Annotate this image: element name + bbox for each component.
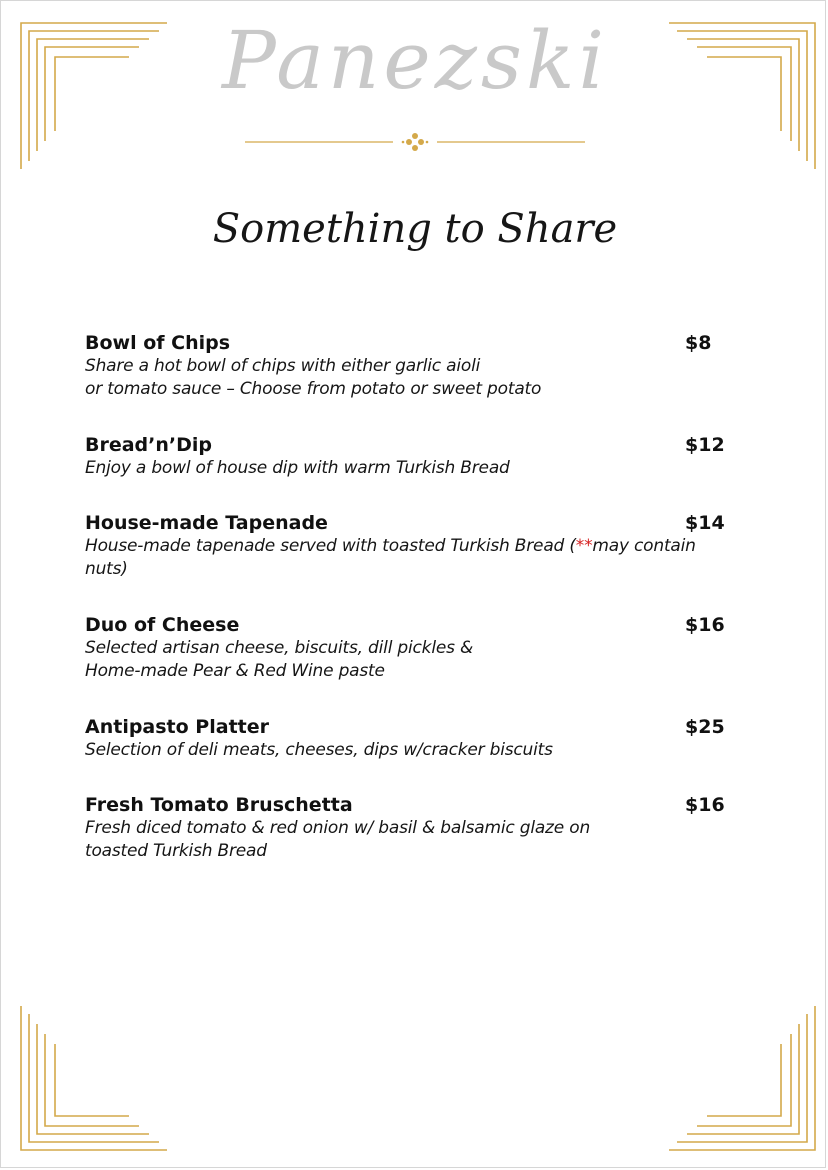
- item-description: [85, 355, 715, 401]
- item-name: Duo of Cheese: [85, 614, 240, 636]
- menu-item-fresh-tomato-bruschetta: [85, 793, 735, 863]
- item-description-line: Fresh diced tomato & red onion w/ basil & balsamic glaze on: [85, 818, 591, 838]
- item-description-line: toasted Turkish Bread: [85, 841, 267, 861]
- item-description: [85, 637, 715, 683]
- brand-logo-text: Panezski: [221, 14, 609, 107]
- allergen-note: may contain nuts): [85, 536, 696, 579]
- item-description: [85, 739, 715, 762]
- corner-ornament-bottom-left-icon: [19, 1004, 169, 1154]
- menu-item-bread-n-dip: [85, 433, 735, 480]
- item-description: [85, 535, 705, 581]
- brand-divider-ornament-icon: [245, 132, 585, 152]
- allergen-asterisks: **: [575, 536, 593, 556]
- item-name: Antipasto Platter: [85, 716, 269, 738]
- item-description-line: Selected artisan cheese, biscuits, dill pickles &: [85, 638, 474, 658]
- corner-ornament-bottom-right-icon: [667, 1004, 817, 1154]
- item-description-line: Share a hot bowl of chips with either garlic aioli: [85, 356, 481, 376]
- item-name: House-made Tapenade: [85, 512, 328, 534]
- menu-item-antipasto-platter: [85, 715, 735, 762]
- item-price: $8: [685, 332, 712, 354]
- section-title: Something to Share: [212, 206, 618, 252]
- menu-item-bowl-of-chips: [85, 331, 735, 401]
- menu-item-duo-of-cheese: [85, 613, 735, 683]
- item-description: [85, 457, 715, 480]
- menu-item-house-made-tapenade: [85, 511, 735, 581]
- item-description-line: Selection of deli meats, cheeses, dips w/cracker biscuits: [85, 740, 553, 760]
- item-description-line: Enjoy a bowl of house dip with warm Turkish Bread: [85, 458, 510, 478]
- item-price: $16: [685, 794, 725, 816]
- item-name: Bowl of Chips: [85, 332, 231, 354]
- item-description-text: House-made tapenade served with toasted Turkish Bread (: [85, 536, 576, 556]
- item-name: Fresh Tomato Bruschetta: [85, 794, 353, 816]
- item-description-line: Home-made Pear & Red Wine paste: [85, 661, 385, 681]
- item-name: Bread’n’Dip: [85, 434, 213, 456]
- item-description-line: or tomato sauce – Choose from potato or sweet potato: [85, 379, 542, 399]
- item-price: $14: [685, 512, 725, 534]
- item-price: $12: [685, 434, 725, 456]
- item-price: $25: [685, 716, 725, 738]
- item-description: [85, 817, 715, 863]
- item-price: $16: [685, 614, 725, 636]
